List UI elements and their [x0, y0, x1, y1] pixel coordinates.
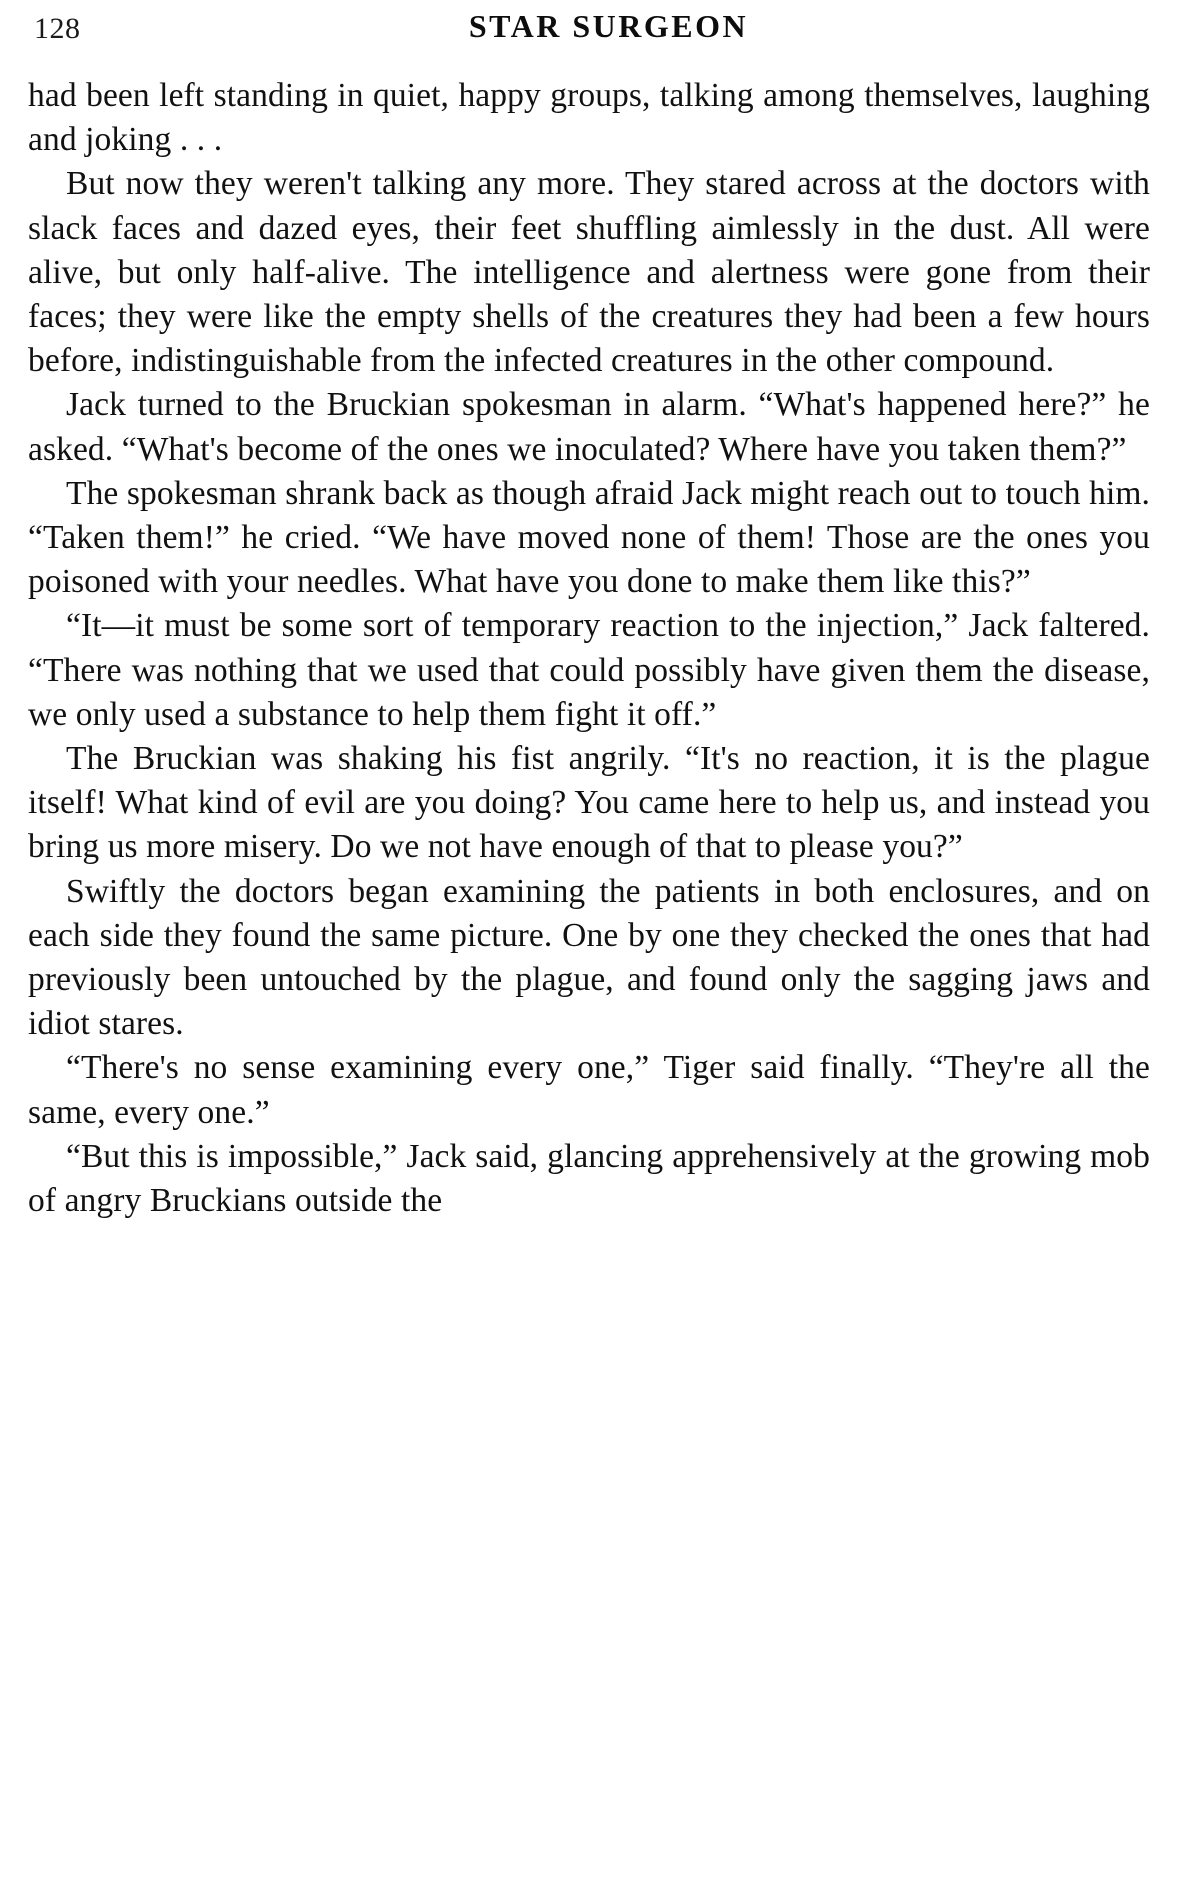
paragraph: had been left standing in quiet, happy groups, talking among themselves, laughing and joking . . .: [28, 77, 1150, 159]
paragraph: The spokesman shrank back as though afraid Jack might reach out to touch him. “Taken them!” he cried. “We have moved none of them! Those are the ones you poisoned with your needles. What have you done to make them like this?”: [28, 474, 1150, 601]
page-number: 128: [34, 12, 81, 45]
running-title: STAR SURGEON: [468, 8, 749, 44]
page-body: [28, 74, 1150, 1223]
page-header: [30, 8, 1147, 54]
paragraph: Swiftly the doctors began examining the patients in both enclosures, and on each side they found the same picture. One by one they checked the ones that had previously been untouched by the plague, and found only the sagging jaws and idiot stares.: [28, 872, 1150, 1043]
paragraph: “But this is impossible,” Jack said, glancing apprehensively at the growing mob of angry Bruckians outside the: [28, 1137, 1150, 1220]
paragraph: “It—it must be some sort of temporary reaction to the injection,” Jack faltered. “There was nothing that we used that could possibly have given them the disease, we only used a substance to help them fight it off.”: [28, 607, 1150, 733]
paragraph: The Bruckian was shaking his fist angrily. “It's no reaction, it is the plague itself! What kind of evil are you doing? You came here to help us, and instead you bring us more misery. Do we not have enough of that to please you?”: [28, 740, 1150, 866]
paragraph: “There's no sense examining every one,” Tiger said finally. “They're all the same, every one.”: [28, 1049, 1150, 1131]
paragraph: But now they weren't talking any more. They stared across at the doctors with slack faces and dazed eyes, their feet shuffling aimlessly in the dust. All were alive, but only half-alive. The intelligence and alertness were gone from their faces; they were like the empty shells of the creatures they had been a few hours before, indistinguishable from the infected creatures in the other compound.: [28, 165, 1150, 380]
paragraph: Jack turned to the Bruckian spokesman in alarm. “What's happened here?” he asked. “What's become of the ones we inoculated? Where have you taken them?”: [28, 386, 1150, 468]
